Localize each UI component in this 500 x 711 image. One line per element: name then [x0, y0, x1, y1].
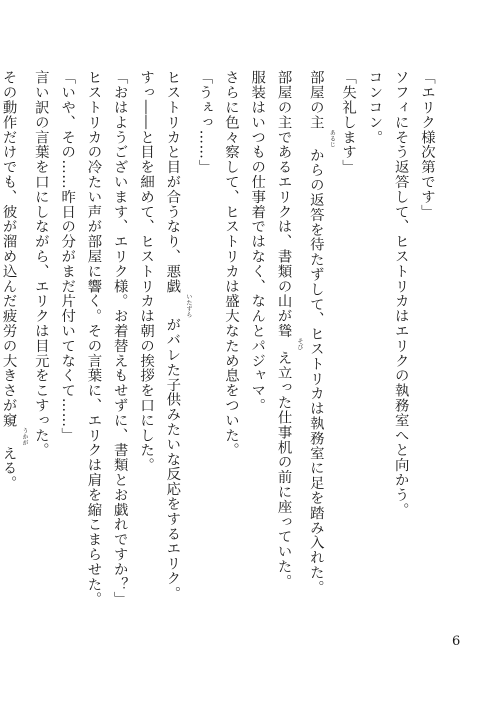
- ruby-text-itazura: いたずら: [184, 293, 192, 318]
- text-line-1: 「エリク様次第です」: [419, 70, 435, 219]
- page-number: 6: [452, 634, 461, 649]
- text-line-10-after: がバレた子供みたいな反応をするエリク。: [164, 317, 181, 601]
- text-line-14: 「いや、その……昨日の分がまだ片付いてなくて……」: [59, 70, 76, 443]
- text-line-16: [0, 70, 28, 570]
- text-line-5: [303, 70, 336, 595]
- text-line-16-before: その動作だけでも、彼が溜め込んだ疲労の大きさが窺: [0, 70, 17, 428]
- text-line-10-before: ヒストリカと目が合うなり、悪戯: [164, 70, 181, 294]
- ruby-text-sobie: そび: [296, 338, 304, 351]
- text-line-7: 服装はいつもの仕事着ではなく、なんとパジャマ。: [249, 70, 266, 413]
- text-line-6: [270, 70, 304, 589]
- text-line-16-after: える。: [0, 445, 17, 491]
- text-line-13: ヒストリカの冷たい声が部屋に響く。その言葉に、エリクは肩を縮こまらせた。: [85, 70, 102, 607]
- text-line-11: すっ――と目を細めて、ヒストリカは朝の挨拶を口にした。: [138, 70, 155, 473]
- text-line-6-after: え立った仕事机の前に座っていた。: [275, 350, 292, 589]
- vertical-text-body: [0, 70, 440, 607]
- text-line-9: 「うぇっ……」: [196, 70, 213, 175]
- ruby-itazura: [164, 293, 192, 318]
- text-line-5-after: からの返答を待たずして、ヒストリカは執務室に足を踏み入れた。: [307, 147, 324, 595]
- text-line-4: 「失礼します」: [340, 70, 357, 175]
- text-line-10: [159, 70, 192, 601]
- ruby-text-aruji: あるじ: [328, 129, 336, 148]
- text-line-3: コンコン。: [366, 70, 383, 145]
- ruby-ukaga: [1, 427, 29, 446]
- text-line-6-before: 部屋の主であるエリクは、書類の山が聳: [275, 70, 292, 339]
- ruby-aruji: [308, 129, 336, 148]
- text-line-15: 言い訳の言葉を口にしながら、エリクは目元をこすった。: [32, 70, 49, 458]
- ruby-text-ukaga: うかが: [21, 427, 29, 446]
- text-line-12: 「おはようございます、エリク様。お着替えもせずに、書類とお戯れですか？」: [111, 70, 128, 607]
- text-line-5-before: 部屋の主: [307, 70, 324, 130]
- ruby-sobie: [276, 338, 304, 351]
- text-line-2: ソフィにそう返答して、ヒストリカはエリクの執務室へと向かう。: [392, 70, 409, 517]
- text-line-8: さらに色々察して、ヒストリカは盛大なため息をついた。: [222, 70, 239, 458]
